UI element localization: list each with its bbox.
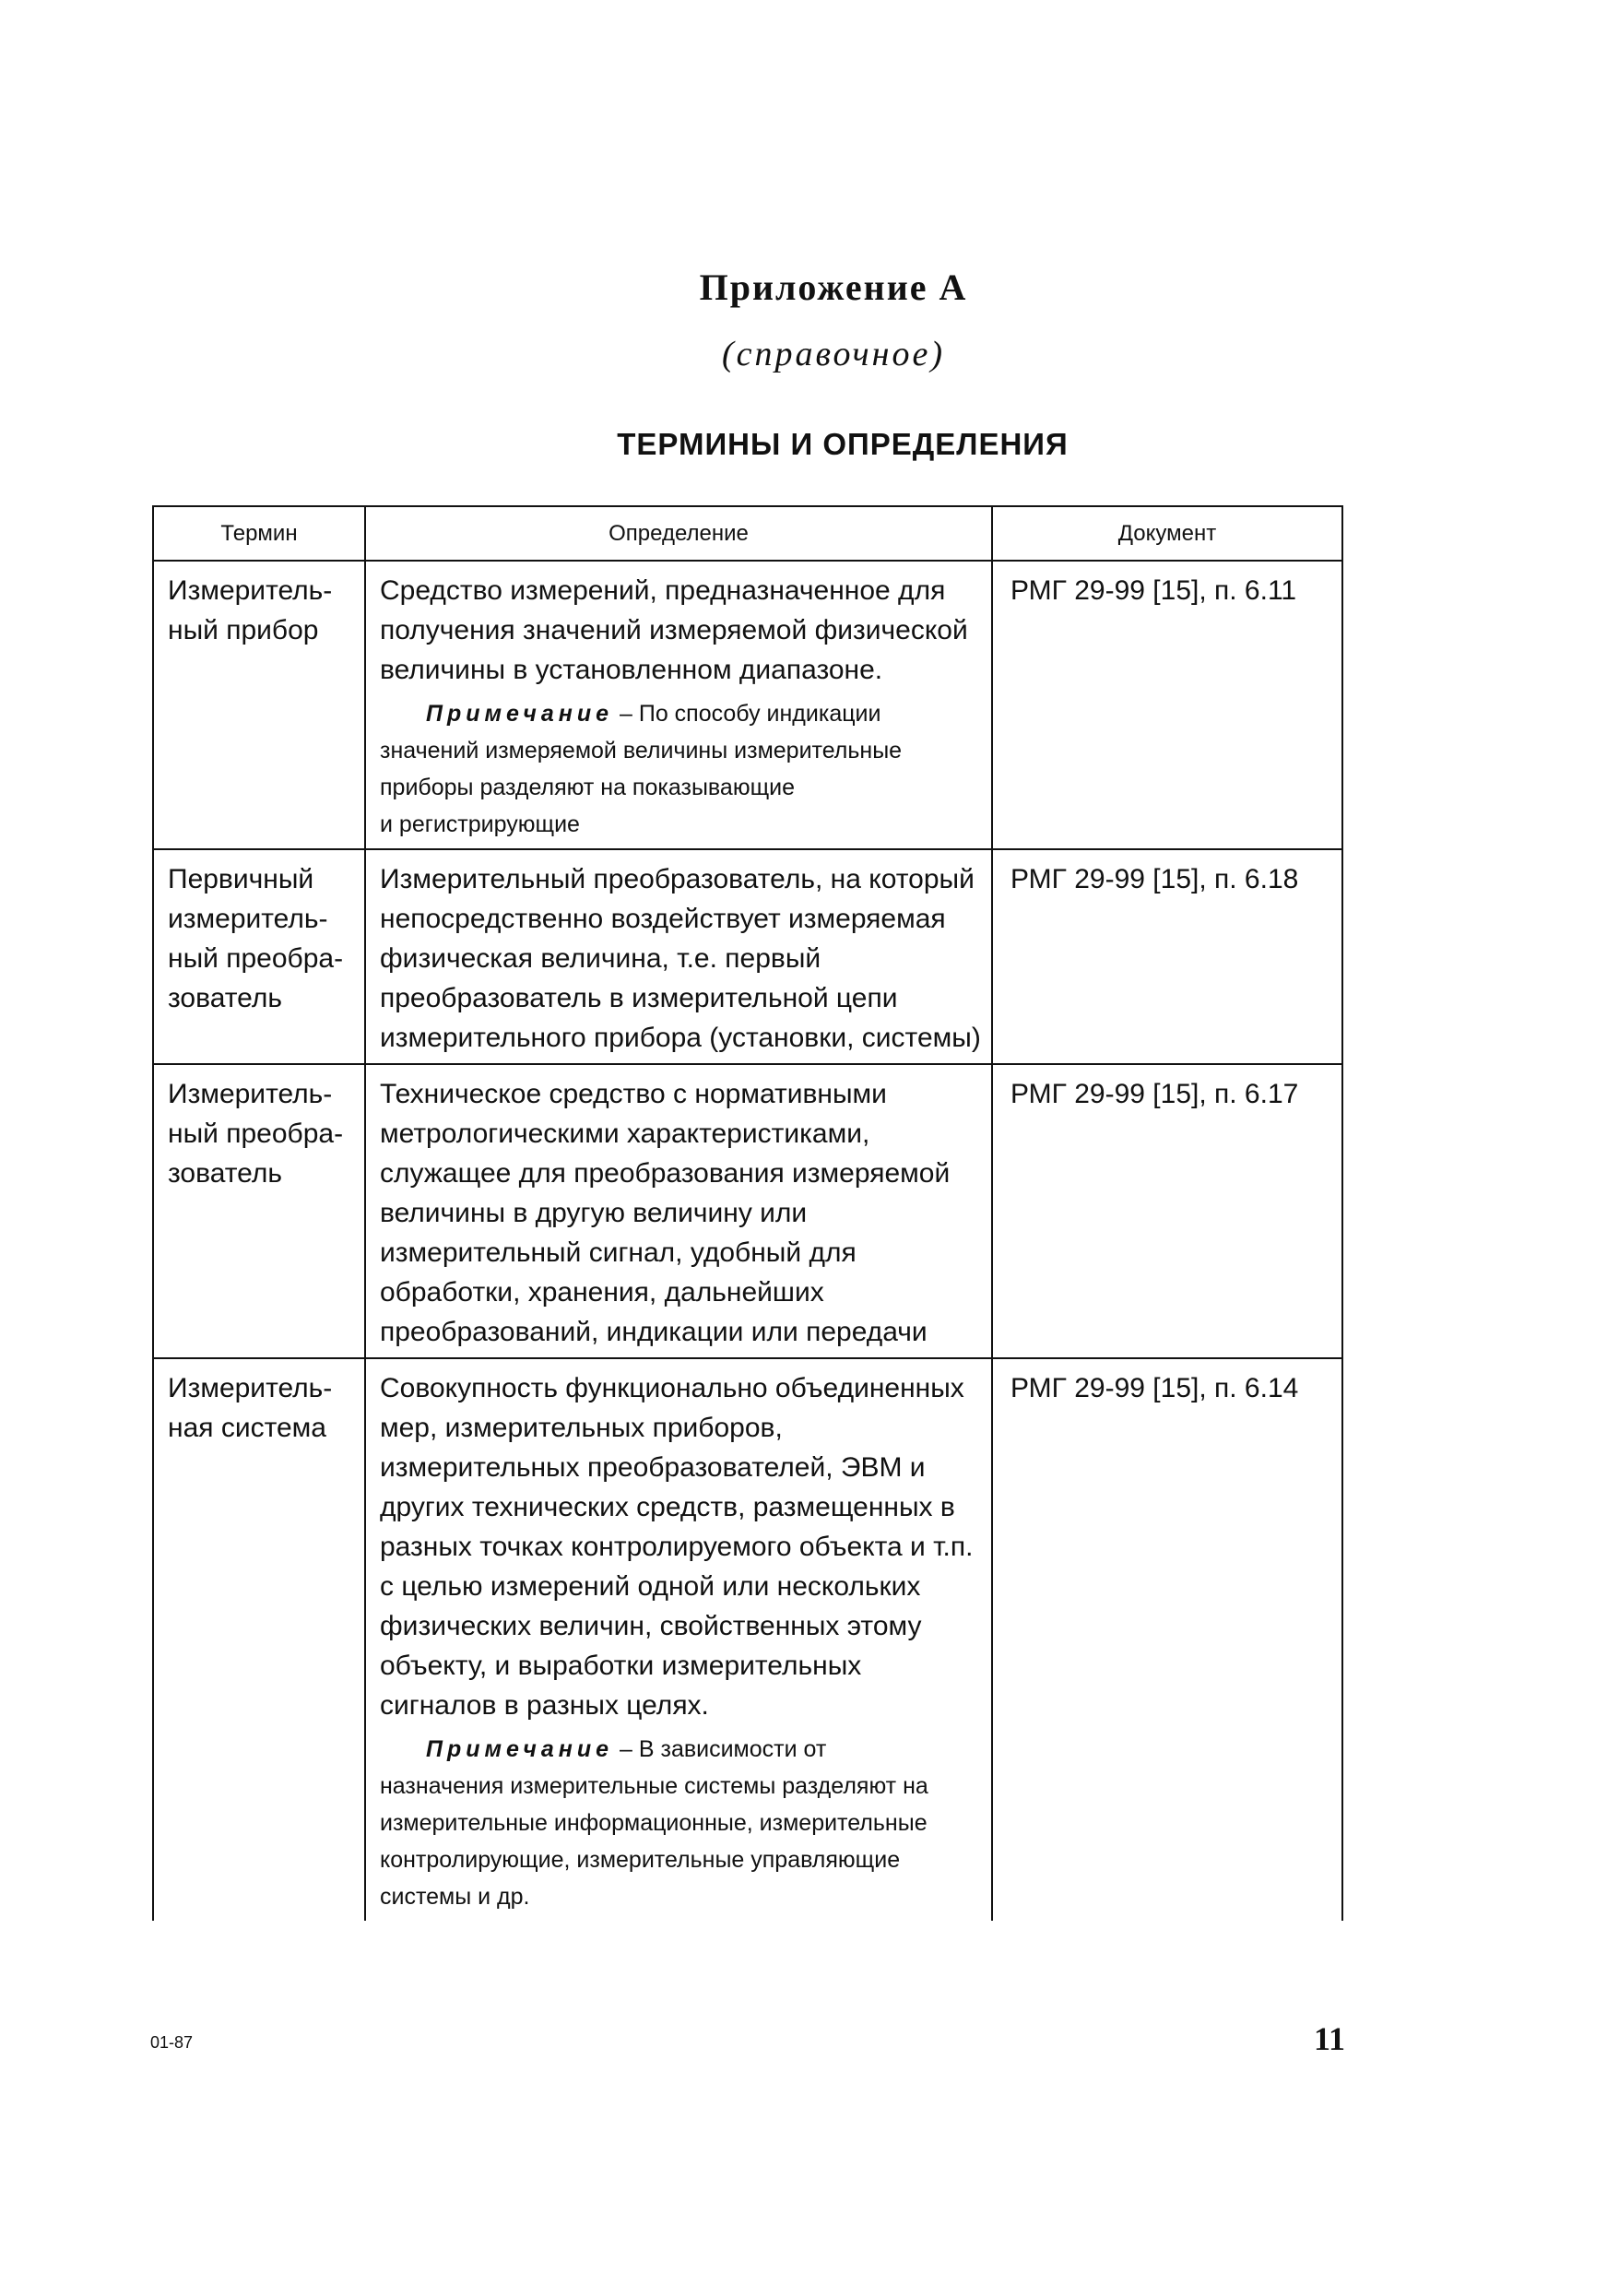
- document-reference: РМГ 29-99 [15], п. 6.11: [1010, 575, 1297, 606]
- section-title: ТЕРМИНЫ И ОПРЕДЕЛЕНИЯ: [617, 427, 1069, 461]
- table-row: [153, 1064, 1342, 1358]
- table-header-row: [153, 506, 1342, 561]
- term-text: Измеритель- ная система: [168, 1373, 333, 1443]
- definition-cell: [365, 1064, 992, 1358]
- document-cell: [992, 849, 1342, 1064]
- appendix-subtitle: (справочное): [721, 335, 946, 373]
- term-cell: [153, 561, 365, 849]
- term-cell: [153, 1064, 365, 1358]
- term-cell: [153, 1358, 365, 1921]
- note: [380, 695, 982, 843]
- column-header-document: Документ: [992, 506, 1342, 561]
- page-number: 11: [1314, 2020, 1346, 2057]
- definition-cell: [365, 1358, 992, 1921]
- page-code: 01-87: [150, 2033, 194, 2052]
- table-row: [153, 1358, 1342, 1921]
- note: [380, 1731, 982, 1915]
- document-cell: [992, 1358, 1342, 1921]
- note-text: – В зависимости от назначения измерительные системы разделяют на измерительные информационные, измерительные контролирующие, измерительные управляющие системы и др.: [380, 1736, 928, 1910]
- definition-cell: [365, 561, 992, 849]
- column-header-definition: Определение: [365, 506, 992, 561]
- document-reference: РМГ 29-99 [15], п. 6.18: [1010, 864, 1299, 894]
- note-label: Примечание: [426, 1736, 614, 1762]
- terms-table: [152, 505, 1343, 1921]
- definition-text: Измерительный преобразователь, на который непосредственно воздействует измеряемая физическая величина, т.е. первый преобразователь в измерительной цепи измерительного прибора (установки, системы): [380, 864, 981, 1053]
- column-header-term: Термин: [153, 506, 365, 561]
- definition-text: Техническое средство с нормативными метрологическими характеристиками, служащее для преобразования измеряемой величины в другую величину или измерительный сигнал, удобный для обработки, хранения, дальнейших преобразований, индикации или передачи: [380, 1079, 951, 1347]
- document-cell: [992, 1064, 1342, 1358]
- definition-text: Средство измерений, предназначенное для получения значений измеряемой физической величины в установленном диапазоне.: [380, 575, 968, 685]
- term-text: Первичный измеритель- ный преобра- зователь: [168, 864, 344, 1013]
- document-reference: РМГ 29-99 [15], п. 6.14: [1010, 1373, 1299, 1403]
- table-row: [153, 561, 1342, 849]
- document-cell: [992, 561, 1342, 849]
- table-row: [153, 849, 1342, 1064]
- term-text: Измеритель- ный прибор: [168, 575, 333, 645]
- document-reference: РМГ 29-99 [15], п. 6.17: [1010, 1079, 1299, 1109]
- definition-cell: [365, 849, 992, 1064]
- note-label: Примечание: [426, 701, 614, 727]
- appendix-title: Приложение А: [699, 266, 968, 308]
- note-text: – По способу индикации значений измеряемой величины измерительные приборы разделяют на показывающие и регистрирующие: [380, 701, 903, 837]
- definition-text: Совокупность функционально объединенных мер, измерительных приборов, измерительных преобразователей, ЭВМ и других технических средств, размещенных в разных точках контролируемого объекта и т.п. с целью измерений одной или нескольких физических величин, свойственных этому объекту, и выработки измерительных сигналов в разных целях.: [380, 1373, 974, 1721]
- term-text: Измеритель- ный преобра- зователь: [168, 1079, 344, 1189]
- term-cell: [153, 849, 365, 1064]
